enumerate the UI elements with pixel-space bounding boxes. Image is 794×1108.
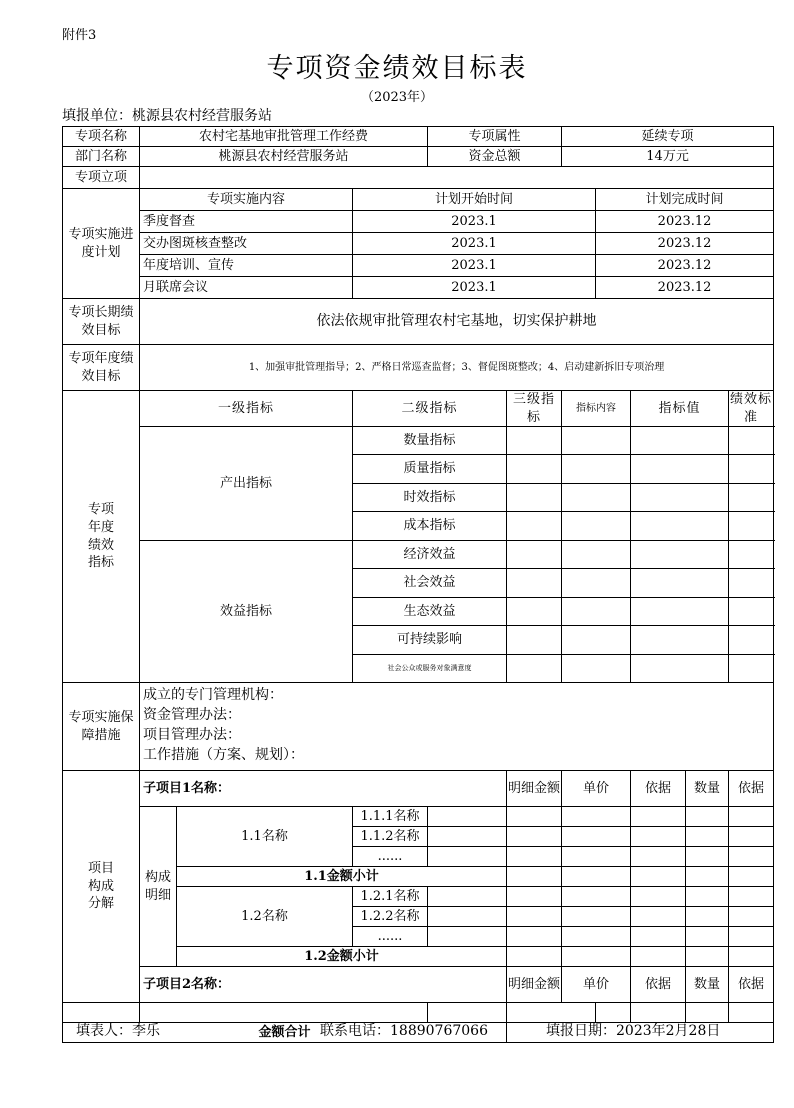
department-label: 部门名称 — [63, 147, 140, 167]
schedule-end: 2023.12 — [596, 233, 774, 255]
page-title: 专项资金绩效目标表 — [266, 53, 528, 84]
detail-header-amount: 明细金额 — [507, 771, 562, 807]
detail-header-basis: 依据 — [631, 967, 686, 1003]
indicator-row — [63, 541, 774, 569]
report-year: （2023年） — [360, 90, 434, 105]
schedule-header-start: 计划开始时间 — [353, 189, 596, 211]
project-basis-value — [140, 167, 774, 189]
subtotal-1-1: 1.1金额小计 — [177, 867, 507, 887]
schedule-end: 2023.12 — [596, 255, 774, 277]
detail-header-basis: 依据 — [631, 771, 686, 807]
schedule-content: 月联席会议 — [140, 277, 353, 299]
total-funds-value: 14万元 — [562, 147, 774, 167]
total-funds-label: 资金总额 — [428, 147, 562, 167]
schedule-row — [63, 277, 774, 299]
schedule-start: 2023.1 — [353, 277, 596, 299]
item-1-2-child: ...... — [353, 927, 428, 947]
longterm-goal-value: 依法依规审批管理农村宅基地，切实保护耕地 — [140, 299, 774, 345]
project-attr-label: 专项属性 — [428, 127, 562, 147]
indicator-header-content: 指标内容 — [562, 391, 631, 427]
annual-goal-label: 专项年度绩效目标 — [63, 345, 140, 391]
item-1-2-label: 1.2名称 — [177, 887, 353, 947]
benefit-indicator-label: 效益指标 — [140, 541, 353, 683]
item-1-1-child: 1.1.2名称 — [353, 827, 428, 847]
schedule-content: 季度督查 — [140, 211, 353, 233]
guarantee-content — [140, 683, 774, 771]
breakdown-label: 项目构成分解 — [63, 771, 140, 1003]
item-1-1-child: 1.1.1名称 — [353, 807, 428, 827]
guarantee-label: 专项实施保障措施 — [63, 683, 140, 771]
level2-indicator: 经济效益 — [353, 541, 507, 569]
level2-indicator: 质量指标 — [353, 455, 507, 484]
indicator-header-value: 指标值 — [631, 391, 729, 427]
schedule-end: 2023.12 — [596, 277, 774, 299]
level2-indicator: 可持续影响 — [353, 626, 507, 655]
item-1-2-child: 1.2.2名称 — [353, 907, 428, 927]
reporting-unit-label: 填报单位： — [62, 108, 132, 124]
project-attr-value: 延续专项 — [562, 127, 774, 147]
level2-indicator: 数量指标 — [353, 427, 507, 455]
item-1-1-child: ...... — [353, 847, 428, 867]
filler-name: 填表人：李乐 — [76, 1023, 160, 1039]
contact-phone: 联系电话：18890767066 — [320, 1023, 488, 1039]
satisfaction-indicator: 社会公众或服务对象满意度 — [353, 655, 507, 683]
schedule-start: 2023.1 — [353, 211, 596, 233]
item-1-1-label: 1.1名称 — [177, 807, 353, 867]
grand-total-label: 金额合计 — [63, 1023, 507, 1043]
level2-indicator: 社会效益 — [353, 569, 507, 598]
detail-header-price: 单价 — [562, 967, 631, 1003]
level2-indicator: 成本指标 — [353, 512, 507, 541]
longterm-goal-label: 专项长期绩效目标 — [63, 299, 140, 345]
composition-label: 构成明细 — [140, 807, 177, 967]
schedule-content: 年度培训、宣传 — [140, 255, 353, 277]
schedule-start: 2023.1 — [353, 255, 596, 277]
schedule-content: 交办图斑核查整改 — [140, 233, 353, 255]
guarantee-line: 项目管理办法： — [143, 727, 241, 744]
detail-header-quantity: 数量 — [686, 771, 729, 807]
indicator-header-level3: 三级指标 — [507, 391, 562, 427]
level2-indicator: 时效指标 — [353, 484, 507, 512]
sub-project2-label: 子项目2名称： — [140, 967, 507, 1003]
sub-project1-label: 子项目1名称： — [140, 771, 507, 807]
level2-indicator: 生态效益 — [353, 598, 507, 626]
project-name-value: 农村宅基地审批管理工作经费 — [140, 127, 428, 147]
schedule-row — [63, 255, 774, 277]
schedule-end: 2023.12 — [596, 211, 774, 233]
project-name-label: 专项名称 — [63, 127, 140, 147]
detail-header-amount: 明细金额 — [507, 967, 562, 1003]
reporting-unit — [62, 105, 272, 125]
schedule-section-label: 专项实施进度计划 — [63, 189, 140, 299]
guarantee-line: 资金管理办法： — [143, 707, 241, 724]
schedule-start: 2023.1 — [353, 233, 596, 255]
schedule-header-end: 计划完成时间 — [596, 189, 774, 211]
department-value: 桃源县农村经营服务站 — [140, 147, 428, 167]
project-basis-label: 专项立项 — [63, 167, 140, 189]
output-indicator-label: 产出指标 — [140, 427, 353, 541]
performance-target-table — [62, 126, 774, 1043]
indicators-section-label: 专项年度绩效指标 — [63, 391, 140, 683]
indicator-header-level1: 一级指标 — [140, 391, 353, 427]
reporting-unit-value: 桃源县农村经营服务站 — [132, 108, 272, 124]
detail-header-basis2: 依据 — [729, 771, 774, 807]
detail-header-price: 单价 — [562, 771, 631, 807]
attachment-label: 附件3 — [62, 28, 97, 43]
guarantee-line: 成立的专门管理机构： — [143, 687, 283, 704]
subtotal-1-2: 1.2金额小计 — [177, 947, 507, 967]
annual-goal-value: 1、加强审批管理指导；2、严格日常巡查监督；3、督促图斑整改；4、启动建新拆旧专项治理 — [140, 345, 774, 391]
guarantee-line: 工作措施（方案、规划）： — [143, 747, 304, 764]
indicator-header-standard: 绩效标准 — [729, 391, 774, 427]
indicator-row — [63, 427, 774, 455]
report-date: 填报日期：2023年2月28日 — [546, 1023, 721, 1039]
indicator-header-level2: 二级指标 — [353, 391, 507, 427]
detail-header-quantity: 数量 — [686, 967, 729, 1003]
schedule-row — [63, 233, 774, 255]
detail-header-basis2: 依据 — [729, 967, 774, 1003]
schedule-row — [63, 211, 774, 233]
item-1-2-child: 1.2.1名称 — [353, 887, 428, 907]
schedule-header-content: 专项实施内容 — [140, 189, 353, 211]
